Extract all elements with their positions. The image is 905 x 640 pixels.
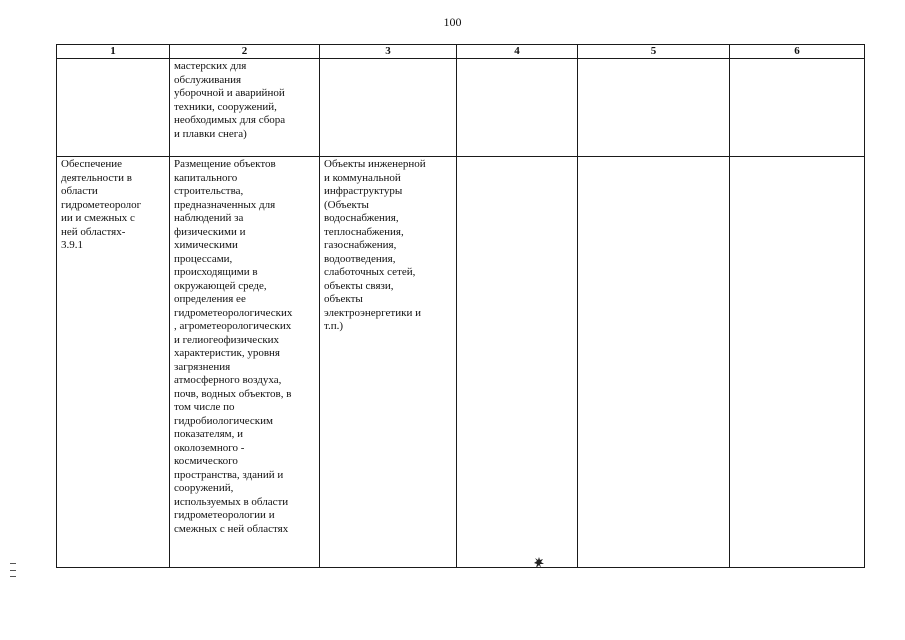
- column-header: 4: [457, 45, 578, 59]
- table-cell: [457, 157, 578, 568]
- document-table: [56, 44, 865, 568]
- table-cell: Объекты инженерной и коммунальной инфраструктуры (Объекты водоснабжения, теплоснабжения, газоснабжения, водоотведения, слаботочных сетей, объекты связи, объекты электроэнергетики и т.п.): [320, 157, 457, 568]
- column-header: 2: [170, 45, 320, 59]
- table-header-row: [57, 45, 865, 59]
- table-cell: [730, 59, 865, 157]
- column-header: 5: [578, 45, 730, 59]
- table-cell: [457, 59, 578, 157]
- table-cell: [320, 59, 457, 157]
- table-cell: [578, 59, 730, 157]
- column-header: 6: [730, 45, 865, 59]
- table-cell: Размещение объектов капитального строительства, предназначенных для наблюдений за физическими и химическими процессами, происходящими в окружающей среде, определения ее гидрометеорологических , агрометеорологических и гелиогеофизических характеристик, уровня загрязнения атмосферного воздуха, почв, водных объектов, в том числе по гидробиологическим показателям, и околоземного - космического пространства, зданий и сооружений, используемых в области гидрометеорологии и смежных с ней областях: [170, 157, 320, 568]
- table-cell: [578, 157, 730, 568]
- page-number: 100: [443, 15, 462, 29]
- column-header: 3: [320, 45, 457, 59]
- table-cell: Обеспечение деятельности в области гидрометеоролог ии и смежных с ней областях- 3.9.1: [57, 157, 170, 568]
- table-cell: [730, 157, 865, 568]
- table-cell: мастерских для обслуживания уборочной и аварийной техники, сооружений, необходимых для сбора и плавки снега): [170, 59, 320, 157]
- column-header: 1: [57, 45, 170, 59]
- table-row: [57, 157, 865, 568]
- table-row: [57, 59, 865, 157]
- ink-mark-icon: [533, 556, 545, 570]
- margin-mark-icon: [10, 563, 16, 577]
- table-cell: [57, 59, 170, 157]
